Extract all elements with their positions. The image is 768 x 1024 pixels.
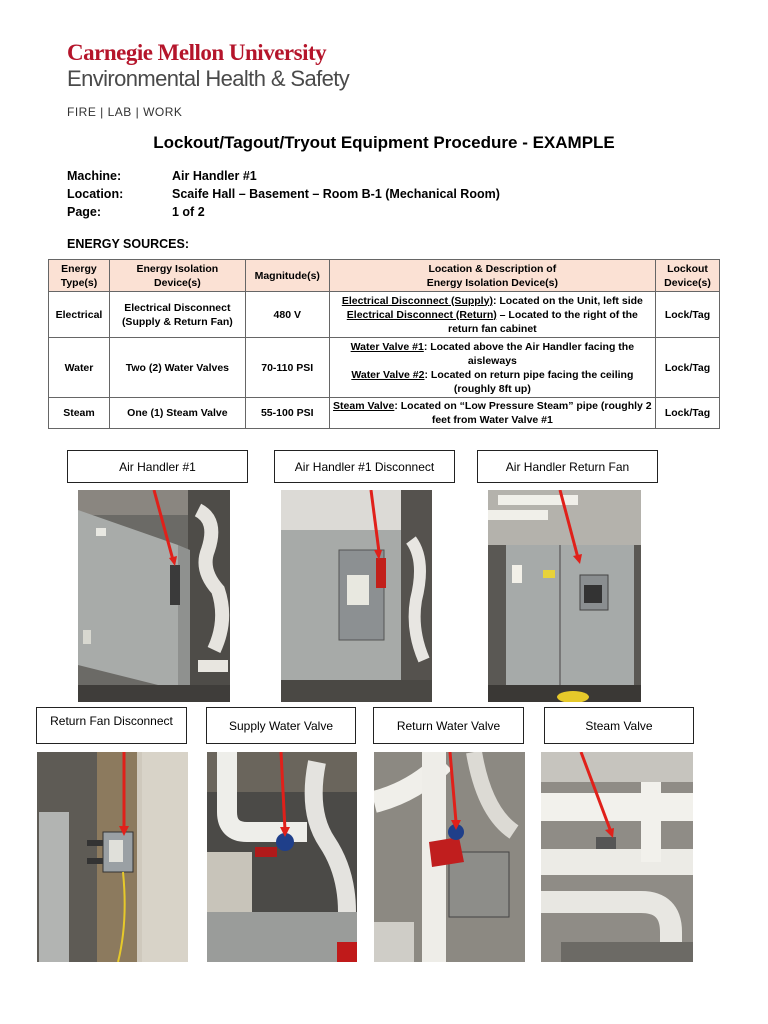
cell-lockout-device: Lock/Tag	[655, 338, 719, 398]
page-title: Lockout/Tagout/Tryout Equipment Procedure - EXAMPLE	[153, 133, 615, 152]
cell-lockout-device: Lock/Tag	[655, 398, 719, 429]
cell-isolation-device: Two (2) Water Valves	[109, 338, 245, 398]
photo-return-fan-disconnect	[37, 752, 188, 962]
header-magnitude: Magnitude(s)	[245, 260, 329, 292]
meta-label: Page:	[67, 205, 102, 219]
photo-return-water-valve	[374, 752, 525, 962]
procedure-meta	[67, 169, 500, 223]
meta-page	[67, 205, 500, 223]
table-header-row	[49, 260, 720, 292]
meta-value: Scaife Hall – Basement – Room B-1 (Mechanical Room)	[172, 187, 500, 201]
table-row	[49, 338, 720, 398]
energy-sources-table	[48, 259, 720, 429]
meta-location	[67, 187, 500, 205]
cell-location-description: Electrical Disconnect (Supply): Located on the Unit, left side Electrical Disconnect (Return) – Located to the right of the return fan cabinet	[329, 292, 655, 338]
table-row	[49, 398, 720, 429]
header-lockout-device: Lockout Device(s)	[655, 260, 719, 292]
header-location-description: Location & Description of Energy Isolation Device(s)	[329, 260, 655, 292]
cell-location-description: Water Valve #1: Located above the Air Handler facing the aisleways Water Valve #2: Located on return pipe facing the ceiling (roughly 8ft up)	[329, 338, 655, 398]
meta-value: 1 of 2	[172, 205, 205, 219]
photo-air-handler	[78, 490, 230, 702]
photo-steam-valve	[541, 752, 693, 962]
department-name: Environmental Health & Safety	[67, 66, 350, 91]
cell-lockout-device: Lock/Tag	[655, 292, 719, 338]
cell-isolation-device: Electrical Disconnect (Supply & Return Fan)	[109, 292, 245, 338]
label-air-handler-disconnect: Air Handler #1 Disconnect	[274, 450, 455, 483]
label-air-handler: Air Handler #1	[67, 450, 248, 483]
label-return-water-valve: Return Water Valve	[373, 707, 524, 744]
meta-label: Machine:	[67, 169, 122, 183]
cell-energy-type: Water	[49, 338, 110, 398]
meta-machine	[67, 169, 500, 187]
meta-label: Location:	[67, 187, 124, 201]
cell-magnitude: 480 V	[245, 292, 329, 338]
label-return-fan-disconnect: Return Fan Disconnect	[36, 707, 187, 744]
cell-magnitude: 55-100 PSI	[245, 398, 329, 429]
cell-energy-type: Electrical	[49, 292, 110, 338]
cell-magnitude: 70-110 PSI	[245, 338, 329, 398]
photo-return-fan	[488, 490, 641, 702]
header-energy-type: Energy Type(s)	[49, 260, 110, 292]
table-row	[49, 292, 720, 338]
tagline: FIRE | LAB | WORK	[67, 105, 183, 119]
label-supply-water-valve: Supply Water Valve	[206, 707, 356, 744]
label-steam-valve: Steam Valve	[544, 707, 694, 744]
header-isolation-device: Energy Isolation Device(s)	[109, 260, 245, 292]
meta-value: Air Handler #1	[172, 169, 257, 183]
university-logo-text: Carnegie Mellon University	[67, 40, 327, 65]
cell-location-description: Steam Valve: Located on “Low Pressure Steam” pipe (roughly 2 feet from Water Valve #1	[329, 398, 655, 429]
energy-sources-heading: ENERGY SOURCES:	[67, 237, 190, 251]
photo-air-handler-disconnect	[281, 490, 432, 702]
cell-energy-type: Steam	[49, 398, 110, 429]
photo-supply-water-valve	[207, 752, 357, 962]
cell-isolation-device: One (1) Steam Valve	[109, 398, 245, 429]
label-return-fan: Air Handler Return Fan	[477, 450, 658, 483]
